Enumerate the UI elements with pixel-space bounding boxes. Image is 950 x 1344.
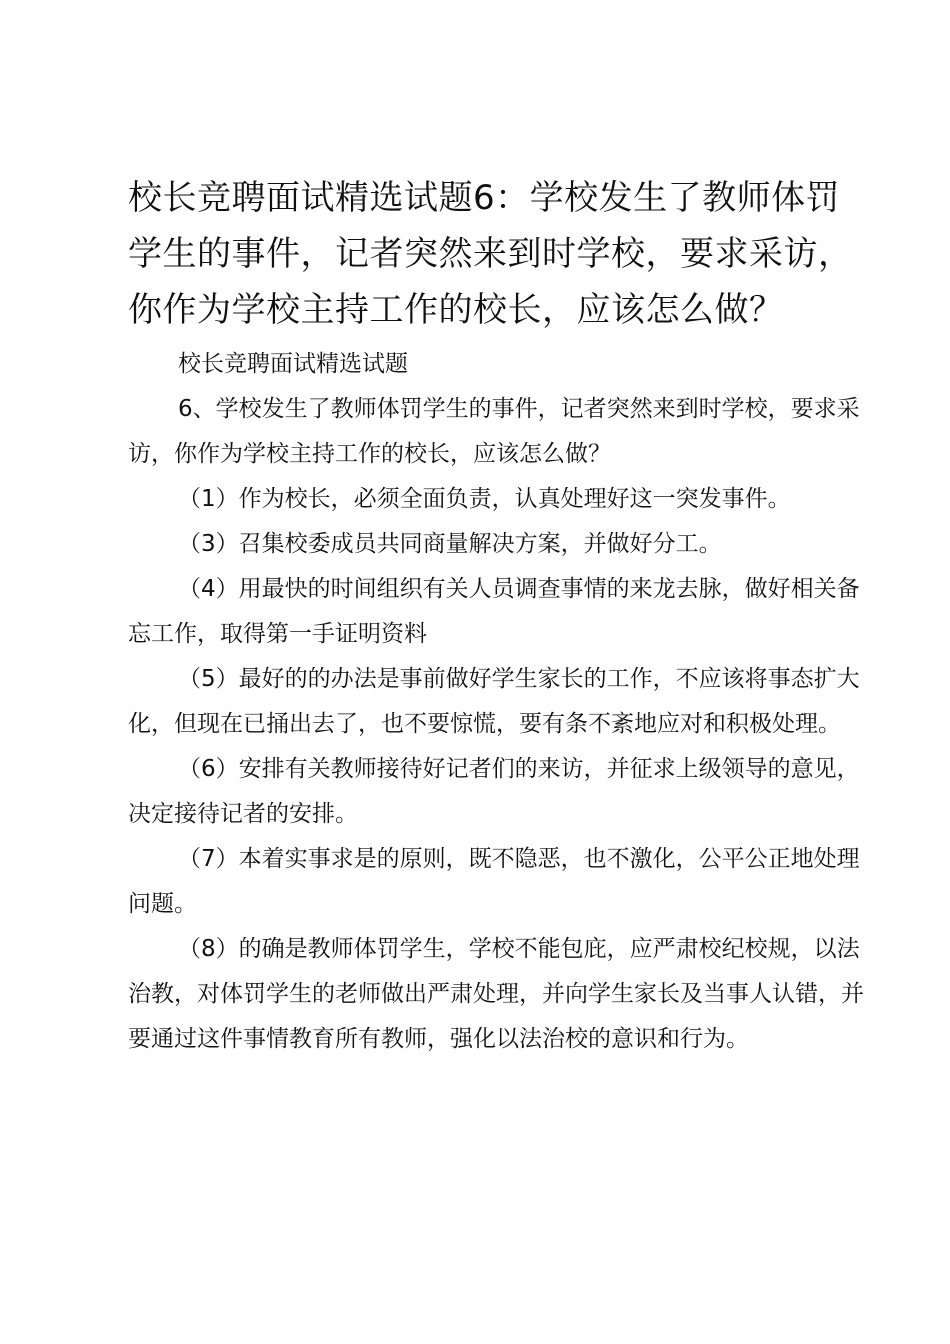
paragraph-point-6: （6）安排有关教师接待好记者们的来访，并征求上级领导的意见，决定接待记者的安排。	[128, 756, 860, 827]
paragraph-point-5: （5）最好的的办法是事前做好学生家长的工作，不应该将事态扩大化，但现在已捅出去了，也不要惊慌，要有条不紊地应对和积极处理。	[128, 666, 860, 737]
document-page	[128, 170, 868, 1062]
paragraph-point-8: （8）的确是教师体罚学生，学校不能包庇，应严肃校纪校规，以法治教，对体罚学生的老师做出严肃处理，并向学生家长及当事人认错，并要通过这件事情教育所有教师，强化以法治校的意识和行为。	[128, 936, 864, 1052]
paragraph-point-7: （7）本着实事求是的原则，既不隐恶，也不激化，公平公正地处理问题。	[128, 846, 860, 917]
paragraph-point-3: （3）召集校委成员共同商量解决方案，并做好分工。	[178, 531, 722, 557]
document-subtitle: 校长竞聘面试精选试题	[178, 351, 408, 377]
paragraph-question: 6、学校发生了教师体罚学生的事件，记者突然来到时学校，要求采访，你作为学校主持工作的校长，应该怎么做？	[128, 396, 860, 467]
document-title: 校长竞聘面试精选试题6：学校发生了教师体罚学生的事件，记者突然来到时学校，要求采访，你作为学校主持工作的校长，应该怎么做？	[128, 178, 853, 330]
paragraph-point-1: （1）作为校长，必须全面负责，认真处理好这一突发事件。	[178, 486, 791, 512]
paragraph-point-4: （4）用最快的时间组织有关人员调查事情的来龙去脉，做好相关备忘工作，取得第一手证明资料	[128, 576, 860, 647]
